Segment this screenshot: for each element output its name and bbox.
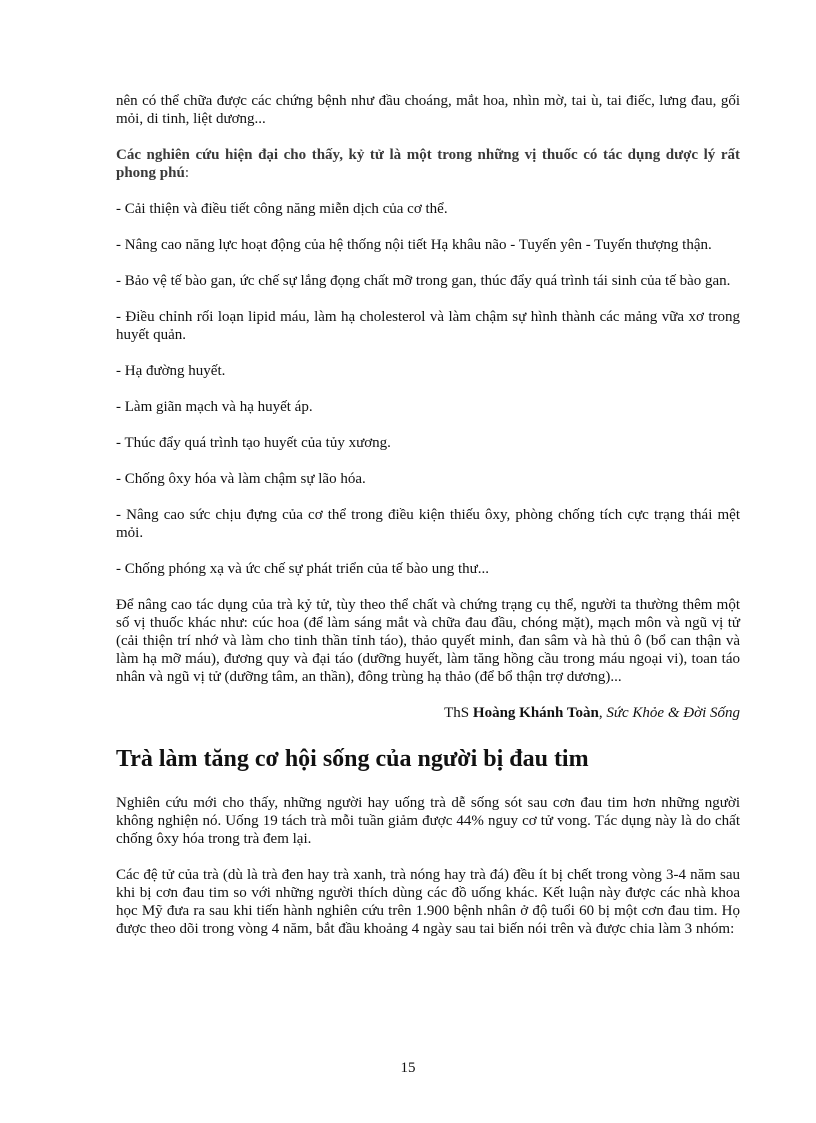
author-title: ThS bbox=[444, 705, 473, 721]
research-lead-text: Các nghiên cứu hiện đại cho thấy, kỷ tử là một trong những vị thuốc có tác dụng dược lý rất phong phú bbox=[116, 147, 740, 181]
research-lead-colon: : bbox=[184, 165, 189, 181]
section-paragraph: Nghiên cứu mới cho thấy, những người hay uống trà dễ sống sót sau cơn đau tim hơn những người không nghiện nó. Uống 19 tách trà mỗi tuần giảm được 44% nguy cơ tử vong. Tác dụng này là do chất chống ôxy hóa trong trà đem lại. bbox=[116, 795, 740, 847]
research-lead-paragraph bbox=[116, 146, 740, 182]
document-page bbox=[116, 92, 740, 956]
signature-separator: , bbox=[598, 705, 607, 721]
effect-item: - Thúc đẩy quá trình tạo huyết của tủy xương. bbox=[116, 435, 391, 451]
effect-item: - Bảo vệ tế bào gan, ức chế sự lắng đọng chất mỡ trong gan, thúc đẩy quá trình tái sinh của tế bào gan. bbox=[116, 273, 731, 289]
combination-paragraph: Để nâng cao tác dụng của trà kỷ tử, tùy theo thể chất và chứng trạng cụ thể, người ta thường thêm một số vị thuốc khác như: cúc hoa (để làm sáng mắt và chữa đau đầu, chóng mặt), mạch môn và ngũ vị tử (cải thiện trí nhớ và làm cho tinh thần tỉnh táo), thảo quyết minh, đan sâm và hà thủ ô (bổ can thận và làm hạ mỡ máu), đương quy và đại táo (dưỡng huyết, làm tăng hồng cầu trong máu ngoại vi), toan táo nhân và ngũ vị tử (dưỡng tâm, an thần), đông trùng hạ thảo (để bổ thận trợ dương)... bbox=[116, 597, 740, 685]
article-source: Sức Khỏe & Đời Sống bbox=[606, 705, 740, 721]
effect-item: - Hạ đường huyết. bbox=[116, 363, 226, 379]
effect-item: - Chống ôxy hóa và làm chậm sự lão hóa. bbox=[116, 471, 366, 487]
section-paragraph: Các đệ tử của trà (dù là trà đen hay trà xanh, trà nóng hay trà đá) đều ít bị chết trong vòng 3-4 năm sau khi bị cơn đau tim so với những người thích dùng các đồ uống khác. Kết luận này được các nhà khoa học Mỹ đưa ra sau khi tiến hành nghiên cứu trên 1.900 bệnh nhân ở độ tuổi 60 bị một cơn đau tim. Họ được theo dõi trong vòng 4 năm, bắt đầu khoảng 4 ngày sau tai biến nói trên và được chia làm 3 nhóm: bbox=[116, 867, 740, 937]
effect-item: - Nâng cao năng lực hoạt động của hệ thống nội tiết Hạ khâu não - Tuyến yên - Tuyến thượng thận. bbox=[116, 237, 712, 253]
effect-item: - Chống phóng xạ và ức chế sự phát triển của tế bào ung thư... bbox=[116, 561, 490, 577]
effect-item: - Điều chỉnh rối loạn lipid máu, làm hạ cholesterol và làm chậm sự hình thành các mảng vữa xơ trong huyết quản. bbox=[116, 309, 740, 343]
author-name: Hoàng Khánh Toàn bbox=[472, 705, 599, 721]
effect-item: - Nâng cao sức chịu đựng của cơ thể trong điều kiện thiếu ôxy, phòng chống tích cực trạng thái mệt mỏi. bbox=[116, 507, 740, 541]
article-signature bbox=[116, 704, 740, 722]
page-number: 15 bbox=[400, 1060, 416, 1076]
section-title: Trà làm tăng cơ hội sống của người bị đau tim bbox=[116, 746, 589, 772]
intro-paragraph: nên có thể chữa được các chứng bệnh như đầu choáng, mắt hoa, nhìn mờ, tai ù, tai điếc, lưng đau, gối mỏi, di tinh, liệt dương... bbox=[116, 93, 740, 127]
effect-item: - Làm giãn mạch và hạ huyết áp. bbox=[116, 399, 313, 415]
effect-item: - Cải thiện và điều tiết công năng miễn dịch của cơ thể. bbox=[116, 201, 448, 217]
